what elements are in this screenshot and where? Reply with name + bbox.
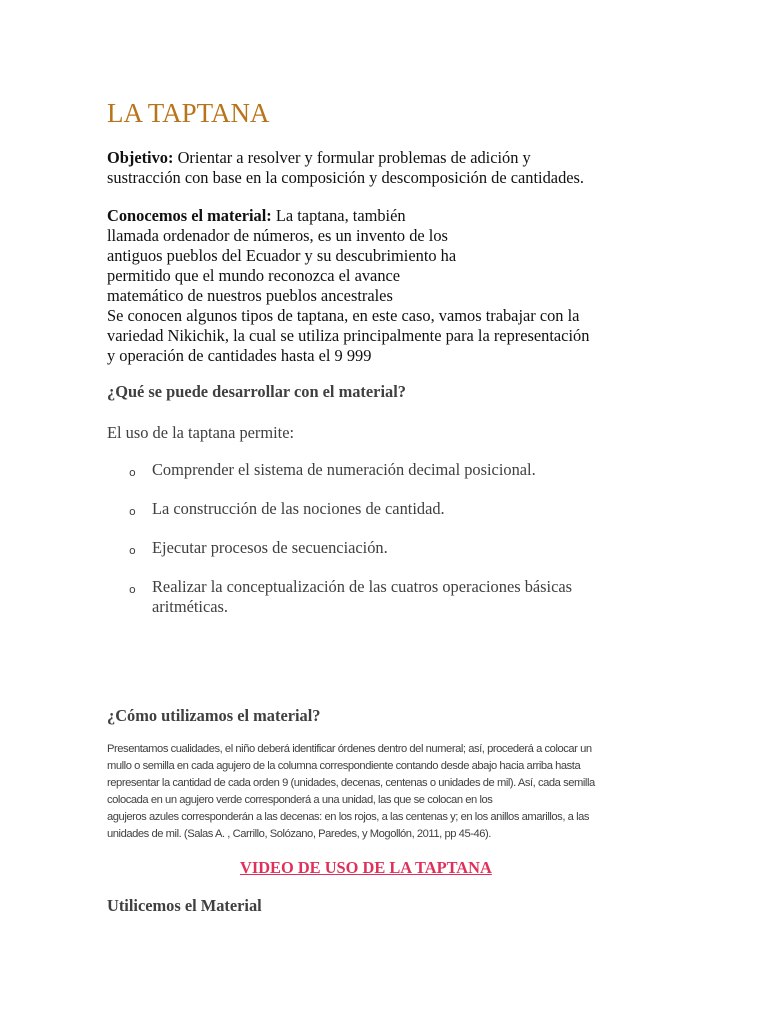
list-item: La construcción de las nociones de cantidad. [152,499,445,518]
use-description: Presentamos cualidades, el niño deberá identificar órdenes dentro del numeral; así, procederá a colocar un mullo o semilla en cada agujero de la columna correspondiente contando desde abajo hacia arriba hasta representar la cantidad de cada orden 9 (unidades, decenas, centenas o unidades de mil). Así, cada semilla colocada en un agujero verde corresponderá a una unidad, las que se colocan en los agujeros azules corresponderán a las decenas: en los rojos, a las centenas y; en los anillos amarillos, a las unidades de mil. (Salas A. , Carrillo, Solózano, Paredes, y Mogollón, 2011, pp 45-46). [107,743,595,840]
list-item: Ejecutar procesos de secuenciación. [152,538,388,557]
material-text: La taptana, también llamada ordenador de números, es un invento de los antiguos pueblos del Ecuador y su descubrimiento ha permitido que el mundo reconozca el avance matemático de nuestros pueblos ancestrales Se conocen algunos tipos de taptana, en este caso, vamos trabajar con la variedad Nikichik, la cual se utiliza principalmente para la representación y operación de cantidades hasta el 9 999 [107,206,590,365]
utilize-heading: Utilicemos el Material [107,896,262,915]
list-item: Realizar la conceptualización de las cuatros operaciones básicas aritméticas. [152,577,573,616]
bullet-marker: o [129,505,136,518]
objective-paragraph [107,148,584,188]
video-link[interactable]: VIDEO DE USO DE LA TAPTANA [240,858,492,877]
bullet-marker: o [129,466,136,479]
develop-intro: El uso de la taptana permite: [107,423,295,442]
list-item: Comprender el sistema de numeración decimal posicional. [152,460,536,479]
objective-text: Orientar a resolver y formular problemas de adición y sustracción con base en la composición y descomposición de cantidades. [107,148,585,187]
use-heading: ¿Cómo utilizamos el material? [107,706,321,725]
bullet-marker: o [129,583,136,596]
document-title: LA TAPTANA [107,98,270,128]
bullet-marker: o [129,544,136,557]
material-paragraph [107,206,589,366]
develop-heading: ¿Qué se puede desarrollar con el material? [107,382,406,401]
objective-label: Objetivo: [107,148,174,167]
material-label: Conocemos el material: [107,206,272,225]
